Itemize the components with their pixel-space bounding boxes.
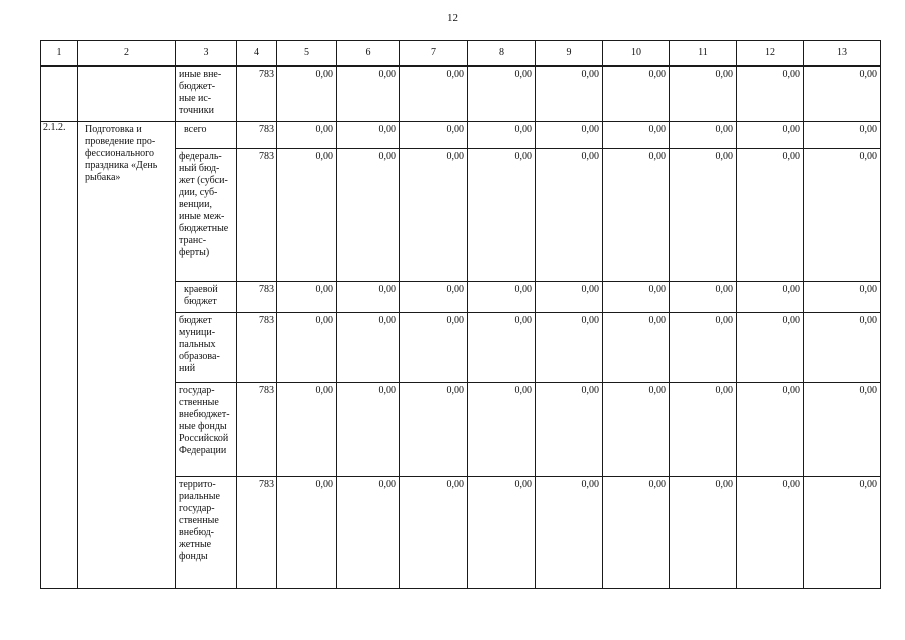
amount-cell: 0,00 <box>603 281 670 312</box>
table-row <box>41 66 881 121</box>
amount-cell: 0,00 <box>337 312 400 382</box>
funding-source-line: ный бюд- <box>179 162 220 174</box>
column-header: 10 <box>603 41 670 67</box>
amount-cell: 0,00 <box>670 121 737 148</box>
funding-source-line: муници- <box>179 326 216 338</box>
amount-cell: 0,00 <box>277 312 337 382</box>
funding-source-line: фонды <box>179 550 208 562</box>
amount-cell: 0,00 <box>400 476 468 588</box>
funding-source-line: всего <box>184 123 207 135</box>
funding-source-line: ные ис- <box>179 93 212 104</box>
funding-source-line: иные меж- <box>179 210 225 222</box>
amount-cell: 0,00 <box>277 476 337 588</box>
item-number-cell <box>41 66 78 121</box>
funding-source-line: образова- <box>179 350 220 362</box>
funding-source-line: венции, <box>179 198 213 210</box>
funding-source-line: точники <box>179 105 214 116</box>
amount-cell: 0,00 <box>670 476 737 588</box>
budget-table <box>40 40 881 589</box>
amount-cell: 0,00 <box>804 66 881 121</box>
column-header: 6 <box>337 41 400 67</box>
funding-source-line: бюджет <box>179 314 212 326</box>
amount-cell: 0,00 <box>804 148 881 281</box>
amount-cell: 0,00 <box>277 382 337 476</box>
amount-cell: 0,00 <box>277 148 337 281</box>
amount-cell: 0,00 <box>603 476 670 588</box>
amount-cell: 0,00 <box>536 148 603 281</box>
funding-source-cell <box>176 148 237 281</box>
amount-cell: 0,00 <box>337 476 400 588</box>
item-name-line: проведение про- <box>85 135 156 147</box>
amount-cell: 0,00 <box>468 148 536 281</box>
code-cell: 783 <box>237 312 277 382</box>
table-body <box>41 66 881 588</box>
funding-source-line: Федерации <box>179 444 227 456</box>
amount-cell: 0,00 <box>468 121 536 148</box>
funding-source-cell <box>176 312 237 382</box>
funding-source-line: федераль- <box>179 150 222 162</box>
column-header: 13 <box>804 41 881 67</box>
amount-cell: 0,00 <box>400 312 468 382</box>
amount-cell: 0,00 <box>670 66 737 121</box>
amount-cell: 0,00 <box>536 312 603 382</box>
page-number: 12 <box>447 12 458 24</box>
amount-cell: 0,00 <box>536 66 603 121</box>
funding-source-line: транс- <box>179 234 207 246</box>
amount-cell: 0,00 <box>804 382 881 476</box>
funding-source-line: дии, суб- <box>179 186 218 198</box>
funding-source-line: бюджет- <box>179 81 216 92</box>
funding-source-line: ные фонды <box>179 420 227 432</box>
funding-source-line: жетные <box>179 538 212 550</box>
amount-cell: 0,00 <box>400 382 468 476</box>
code-cell: 783 <box>237 66 277 121</box>
item-name-line: рыбака» <box>85 171 121 183</box>
amount-cell: 0,00 <box>603 148 670 281</box>
column-header: 1 <box>41 41 78 67</box>
amount-cell: 0,00 <box>277 66 337 121</box>
column-header: 9 <box>536 41 603 67</box>
column-header: 8 <box>468 41 536 67</box>
amount-cell: 0,00 <box>603 121 670 148</box>
amount-cell: 0,00 <box>737 281 804 312</box>
amount-cell: 0,00 <box>536 476 603 588</box>
amount-cell: 0,00 <box>337 148 400 281</box>
funding-source-cell <box>176 476 237 588</box>
column-header: 5 <box>277 41 337 67</box>
column-header: 7 <box>400 41 468 67</box>
amount-cell: 0,00 <box>670 312 737 382</box>
funding-source-line: государ- <box>179 384 215 396</box>
item-name-line: фессионального <box>85 147 155 159</box>
funding-source-line: бюджетные <box>179 222 229 234</box>
column-header: 4 <box>237 41 277 67</box>
amount-cell: 0,00 <box>277 121 337 148</box>
amount-cell: 0,00 <box>737 382 804 476</box>
funding-source-line: государ- <box>179 502 215 514</box>
amount-cell: 0,00 <box>400 281 468 312</box>
amount-cell: 0,00 <box>337 121 400 148</box>
funding-source-line: террито- <box>179 478 216 490</box>
funding-source-line: жет (субси- <box>179 174 228 186</box>
funding-source-cell <box>176 382 237 476</box>
funding-source-line: внебюджет- <box>179 408 230 420</box>
code-cell: 783 <box>237 148 277 281</box>
header-row <box>41 41 881 67</box>
column-header: 2 <box>78 41 176 67</box>
amount-cell: 0,00 <box>337 382 400 476</box>
amount-cell: 0,00 <box>804 312 881 382</box>
item-number-cell: 2.1.2. <box>41 121 78 588</box>
amount-cell: 0,00 <box>468 281 536 312</box>
funding-source-line: риальные <box>179 490 220 502</box>
amount-cell: 0,00 <box>536 382 603 476</box>
item-name-line: праздника «День <box>85 159 158 171</box>
amount-cell: 0,00 <box>400 148 468 281</box>
amount-cell: 0,00 <box>468 382 536 476</box>
amount-cell: 0,00 <box>804 121 881 148</box>
code-cell: 783 <box>237 121 277 148</box>
amount-cell: 0,00 <box>536 281 603 312</box>
funding-source-line: пальных <box>179 338 216 350</box>
amount-cell: 0,00 <box>277 281 337 312</box>
item-name-cell <box>78 121 176 588</box>
column-header: 12 <box>737 41 804 67</box>
amount-cell: 0,00 <box>670 281 737 312</box>
item-name-line: Подготовка и <box>85 123 142 135</box>
funding-source-line: внебюд- <box>179 526 214 538</box>
funding-source-cell <box>176 66 237 121</box>
amount-cell: 0,00 <box>804 281 881 312</box>
funding-source-line: ферты) <box>179 246 210 258</box>
amount-cell: 0,00 <box>603 66 670 121</box>
funding-source-line: ний <box>179 362 196 374</box>
amount-cell: 0,00 <box>804 476 881 588</box>
item-name-cell <box>78 66 176 121</box>
amount-cell: 0,00 <box>737 476 804 588</box>
amount-cell: 0,00 <box>670 148 737 281</box>
table-row <box>41 121 881 148</box>
funding-source-line: бюджет <box>184 295 217 307</box>
column-header: 11 <box>670 41 737 67</box>
amount-cell: 0,00 <box>536 121 603 148</box>
amount-cell: 0,00 <box>737 312 804 382</box>
amount-cell: 0,00 <box>337 66 400 121</box>
funding-source-line: краевой <box>184 283 218 295</box>
column-header: 3 <box>176 41 237 67</box>
amount-cell: 0,00 <box>400 66 468 121</box>
funding-source-cell <box>176 281 237 312</box>
code-cell: 783 <box>237 476 277 588</box>
funding-source-line: ственные <box>179 514 219 526</box>
funding-source-line: ственные <box>179 396 219 408</box>
amount-cell: 0,00 <box>400 121 468 148</box>
amount-cell: 0,00 <box>603 382 670 476</box>
amount-cell: 0,00 <box>468 66 536 121</box>
amount-cell: 0,00 <box>603 312 670 382</box>
amount-cell: 0,00 <box>670 382 737 476</box>
code-cell: 783 <box>237 382 277 476</box>
amount-cell: 0,00 <box>737 148 804 281</box>
amount-cell: 0,00 <box>737 121 804 148</box>
code-cell: 783 <box>237 281 277 312</box>
funding-source-cell <box>176 121 237 148</box>
amount-cell: 0,00 <box>468 476 536 588</box>
funding-source-line: иные вне- <box>179 69 222 80</box>
amount-cell: 0,00 <box>337 281 400 312</box>
amount-cell: 0,00 <box>468 312 536 382</box>
funding-source-line: Российской <box>179 432 229 444</box>
amount-cell: 0,00 <box>737 66 804 121</box>
